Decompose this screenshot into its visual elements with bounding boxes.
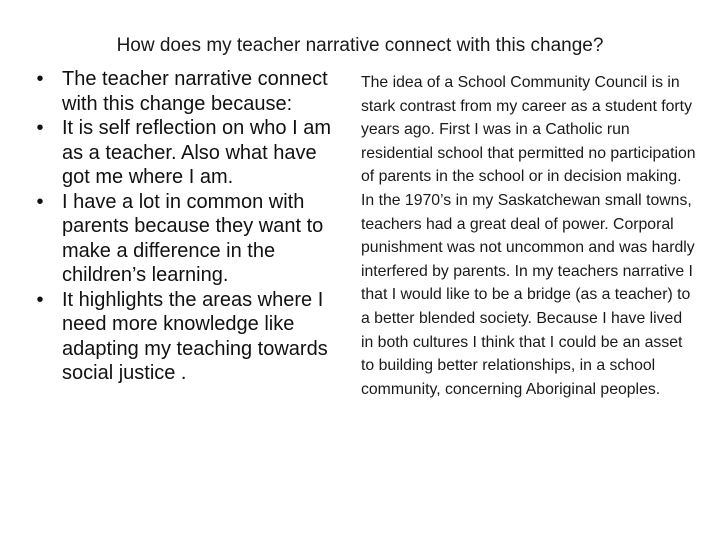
- bullet-text: It is self reflection on who I am as a teacher. Also what have got me where I am.: [62, 117, 332, 188]
- bullet-item: [30, 288, 348, 386]
- bullet-item: [30, 116, 348, 190]
- bullet-icon: •: [36, 117, 44, 139]
- bullet-icon: •: [36, 190, 44, 213]
- bullet-text: It highlights the areas where I need more knowledge like adapting my teaching towards social justice .: [62, 288, 328, 384]
- bullet-list: [30, 67, 348, 386]
- bullet-text: I have a lot in common with parents because they want to make a difference in the children’s learning.: [62, 190, 324, 286]
- bullet-item: [30, 67, 348, 116]
- slide-title: How does my teacher narrative connect with this change?: [116, 35, 604, 56]
- narrative-paragraph: The idea of a School Community Council is in stark contrast from my career as a student forty years ago. First I was in a Catholic run residential school that permitted no participation of parents in the school or in decision making. In the 1970’s in my Saskatchewan small towns, teachers had a great deal of power. Corporal punishment was not uncommon and was hardly interfered by parents. In my teachers narrative I that I would like to be a bridge (as a teacher) to a better blended society. Because I have lived in both cultures I think that I could be an asset to building better relationships, in a school community, concerning Aboriginal peoples.: [361, 74, 696, 398]
- bullet-icon: •: [36, 288, 44, 311]
- bullet-icon: •: [36, 68, 44, 90]
- bullet-item: [30, 190, 348, 288]
- bullet-text: The teacher narrative connect with this change because:: [62, 68, 328, 115]
